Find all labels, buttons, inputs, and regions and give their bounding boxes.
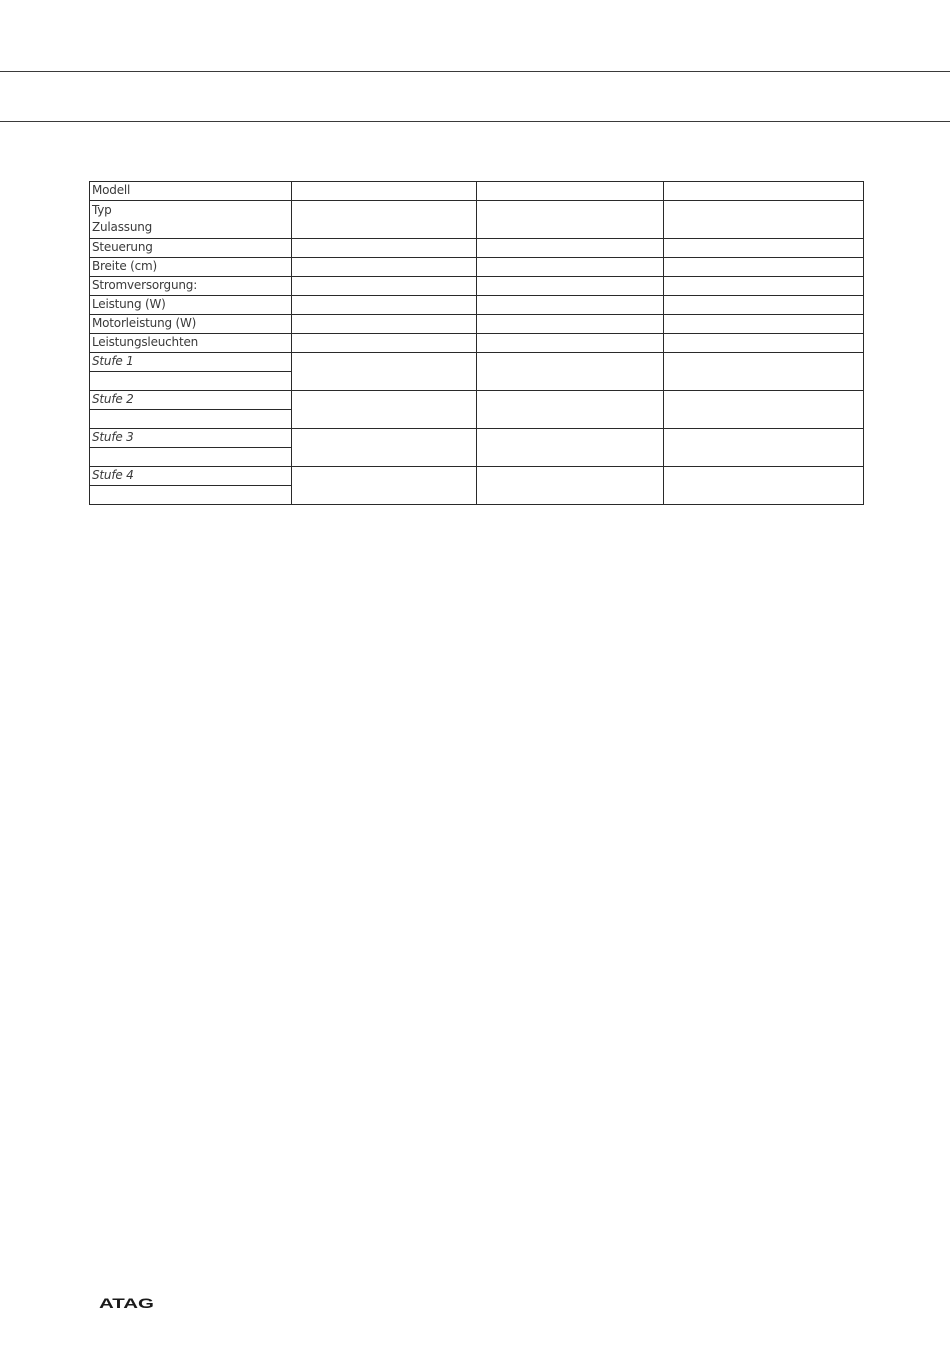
table-cell <box>477 277 664 296</box>
header-bottom-rule <box>0 121 950 122</box>
table-cell <box>664 334 864 353</box>
table-cell <box>664 201 864 239</box>
table-cell <box>292 201 477 239</box>
table-cell <box>292 277 477 296</box>
table-cell <box>90 448 292 467</box>
table-row-breite <box>90 258 864 277</box>
row-label-stufe-3: Stufe 3 <box>90 429 292 448</box>
table-row-stufe-4 <box>90 467 864 486</box>
table-row-steuerung <box>90 239 864 258</box>
table-row-leistung <box>90 296 864 315</box>
table-row-leistungsleuchten <box>90 334 864 353</box>
table-cell <box>292 467 477 505</box>
table-cell <box>664 258 864 277</box>
table-row-motorleistung <box>90 315 864 334</box>
table-cell <box>292 239 477 258</box>
table-cell <box>477 201 664 239</box>
table-cell <box>664 391 864 429</box>
table-cell <box>664 182 864 201</box>
table-cell <box>477 315 664 334</box>
table-cell <box>292 429 477 467</box>
atag-logo <box>99 1295 155 1313</box>
row-label-zulassung: Zulassung <box>92 220 153 234</box>
table-row-stufe-3 <box>90 429 864 448</box>
atag-logo-text: ATAG <box>99 1295 155 1311</box>
table-cell <box>90 486 292 505</box>
table-cell <box>90 372 292 391</box>
row-label-modell: Modell <box>90 182 292 201</box>
table-cell <box>477 296 664 315</box>
table-cell <box>664 239 864 258</box>
table-cell <box>292 353 477 391</box>
header-top-rule <box>0 71 950 72</box>
table-cell <box>477 467 664 505</box>
table-cell <box>664 353 864 391</box>
table-cell <box>477 429 664 467</box>
row-label-leistung: Leistung (W) <box>90 296 292 315</box>
row-label-typ: Typ <box>92 203 112 217</box>
table-row-stufe-2 <box>90 391 864 410</box>
table-cell <box>477 182 664 201</box>
row-label-stufe-2: Stufe 2 <box>90 391 292 410</box>
specifications-table <box>89 181 864 505</box>
row-label-typ-zulassung <box>90 201 292 239</box>
row-label-steuerung: Steuerung <box>90 239 292 258</box>
table-cell <box>292 258 477 277</box>
table-cell <box>477 353 664 391</box>
row-label-stromversorgung: Stromversorgung: <box>90 277 292 296</box>
row-label-stufe-4: Stufe 4 <box>90 467 292 486</box>
table-cell <box>292 334 477 353</box>
row-label-stufe-1: Stufe 1 <box>90 353 292 372</box>
table-cell <box>90 410 292 429</box>
table-cell <box>477 391 664 429</box>
row-label-motorleistung: Motorleistung (W) <box>90 315 292 334</box>
row-label-breite: Breite (cm) <box>90 258 292 277</box>
table-cell <box>664 315 864 334</box>
table-cell <box>664 467 864 505</box>
table-cell <box>292 315 477 334</box>
table-cell <box>292 296 477 315</box>
row-label-leistungsleuchten: Leistungsleuchten <box>90 334 292 353</box>
table-row-modell <box>90 182 864 201</box>
table-cell <box>664 277 864 296</box>
table-row-stufe-1 <box>90 353 864 372</box>
table-cell <box>292 182 477 201</box>
table-cell <box>664 296 864 315</box>
table-row-stromversorgung <box>90 277 864 296</box>
table-cell <box>664 429 864 467</box>
table-cell <box>477 258 664 277</box>
table-cell <box>292 391 477 429</box>
table-cell <box>477 239 664 258</box>
table-cell <box>477 334 664 353</box>
table-row-typ-zulassung <box>90 201 864 239</box>
